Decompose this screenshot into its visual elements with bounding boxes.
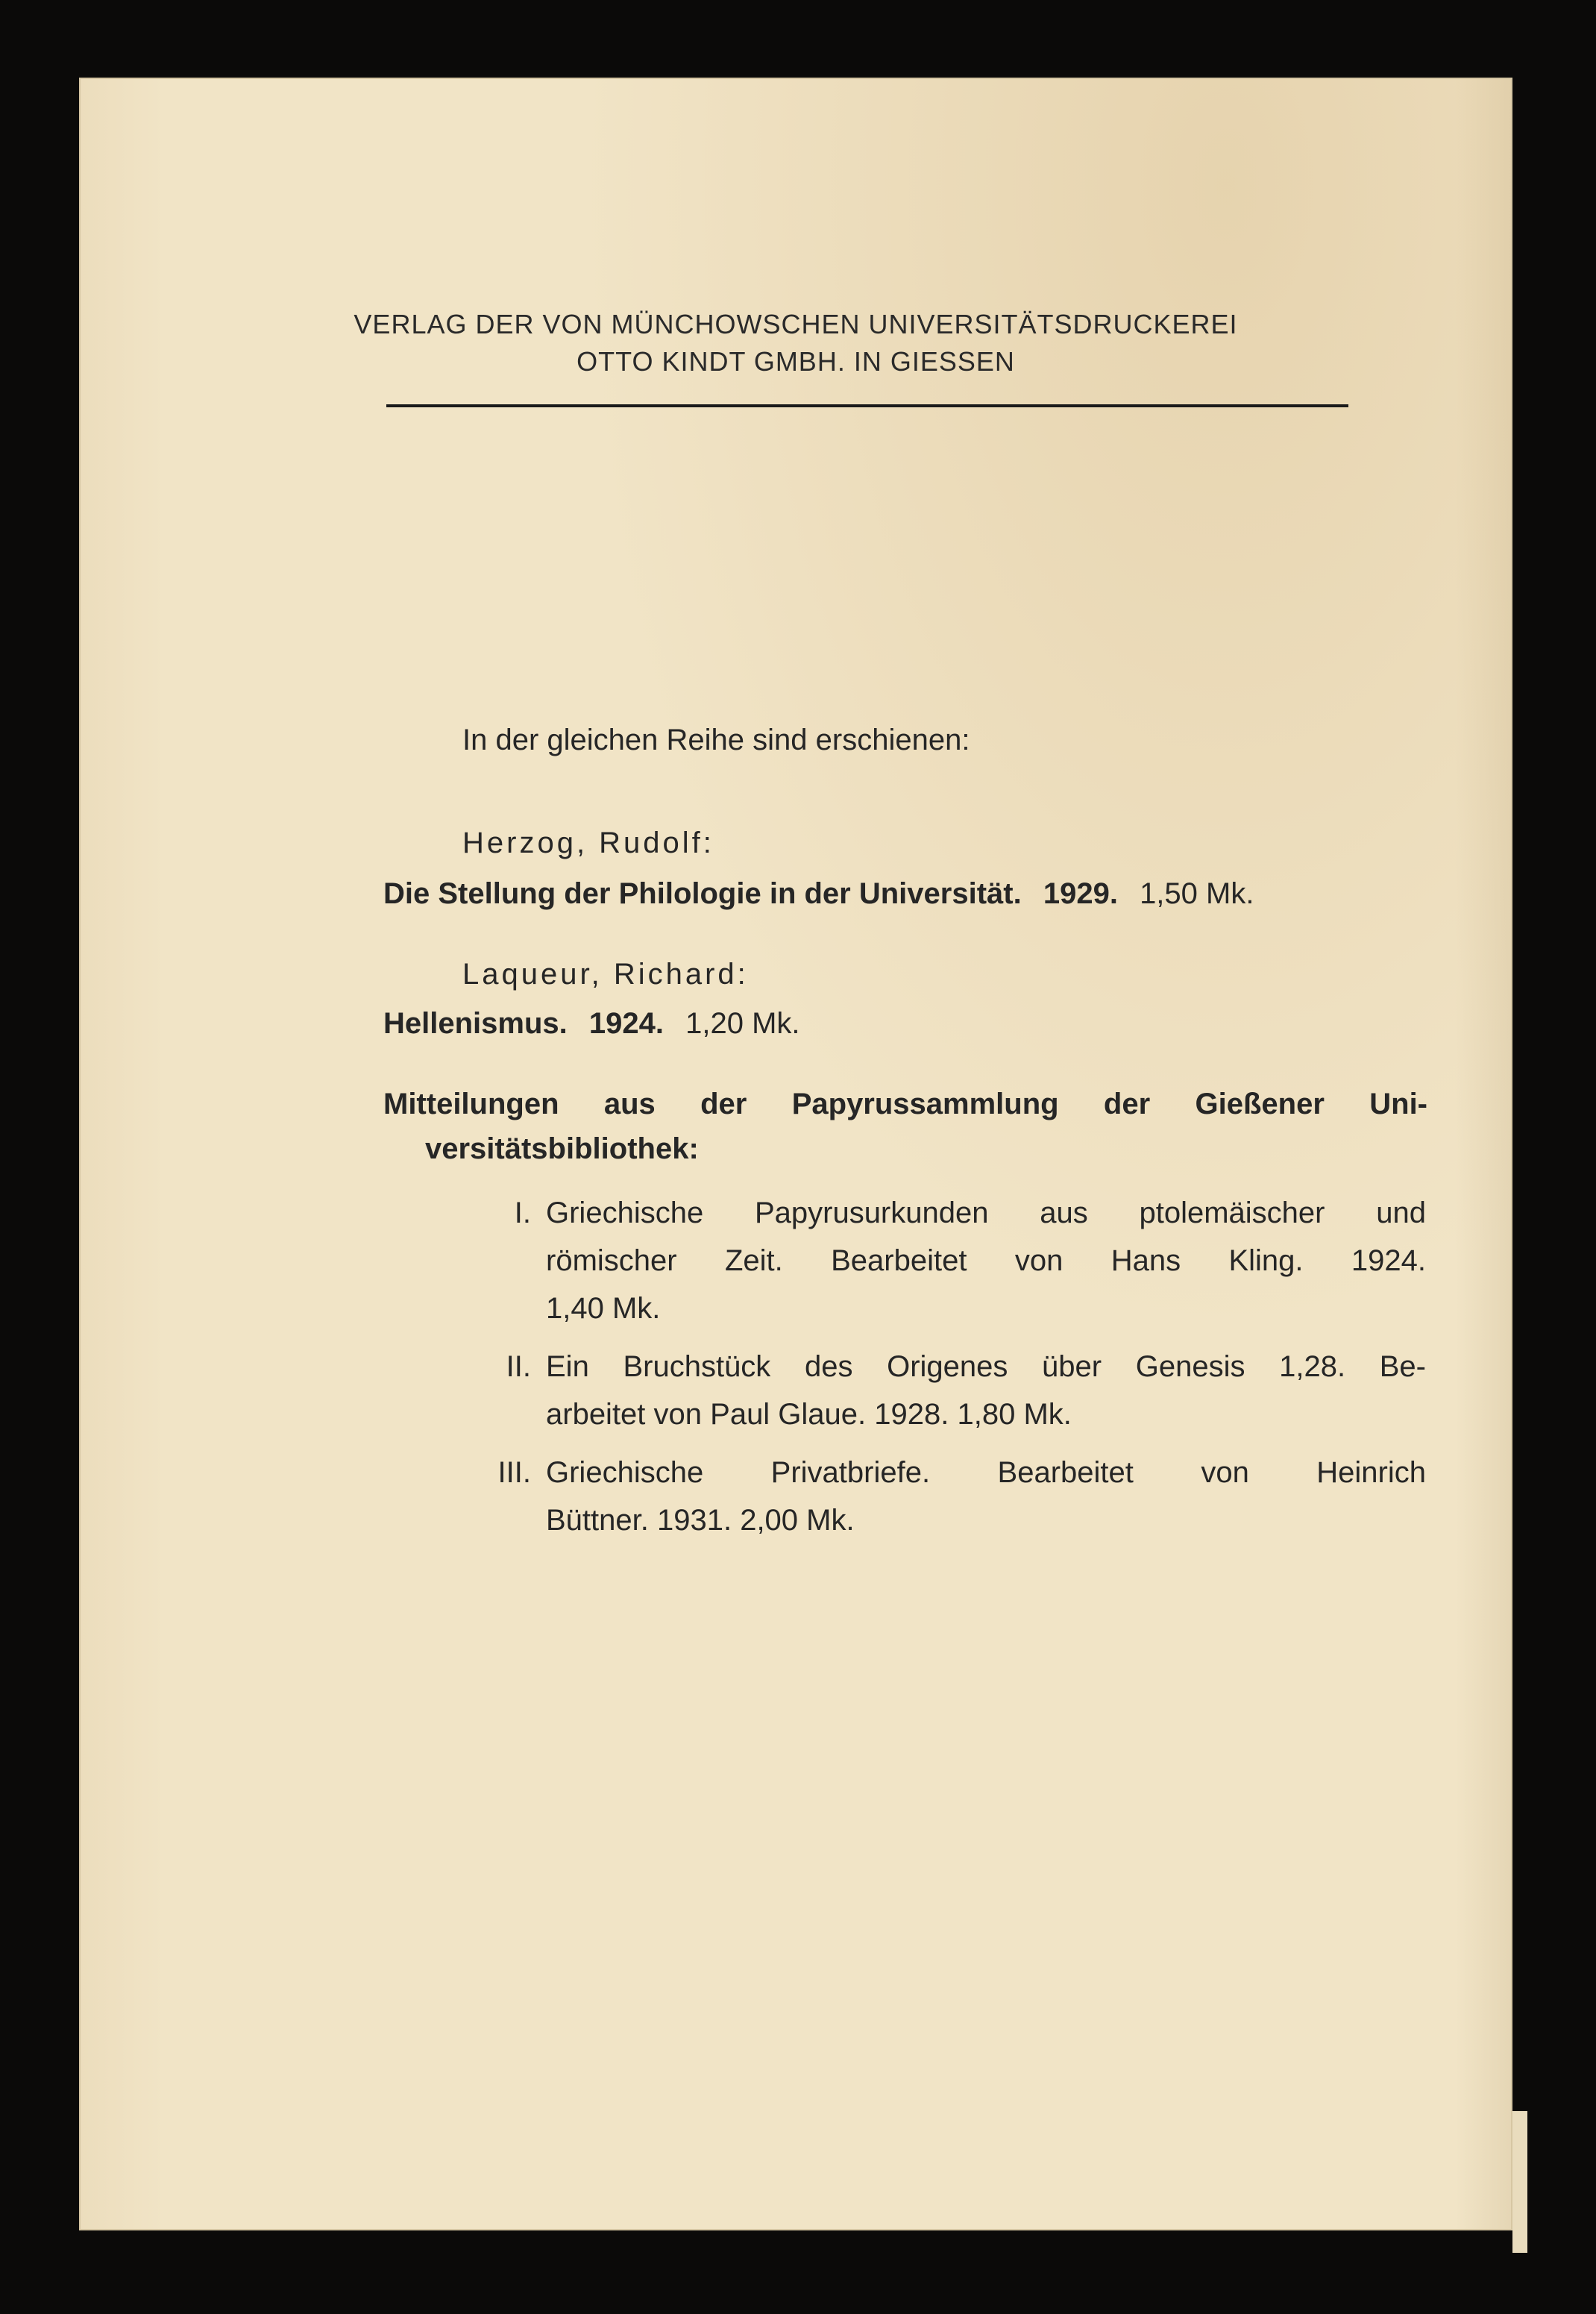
entry-line: [383, 1007, 800, 1041]
entry-year: 1929.: [1043, 877, 1118, 910]
item-number: II.: [506, 1350, 531, 1383]
item-line: 1,40 Mk.: [546, 1292, 661, 1325]
entry-price: 1,20 Mk.: [685, 1007, 800, 1040]
item-number: III.: [497, 1456, 531, 1489]
entry-author: Herzog, Rudolf:: [462, 827, 714, 859]
book-page: [79, 78, 1512, 2230]
item-line: Büttner. 1931. 2,00 Mk.: [546, 1504, 855, 1537]
series-intro: In der gleichen Reihe sind erschienen:: [462, 724, 970, 756]
item-line: Griechische Privatbriefe. Bearbeitet von Heinrich: [546, 1456, 1426, 1489]
entry-title: Hellenismus.: [383, 1007, 568, 1040]
publisher-line-2: OTTO KINDT GMBH. IN GIESSEN: [576, 346, 1015, 377]
item-line: römischer Zeit. Bearbeitet von Hans Kling. 1924.: [546, 1244, 1426, 1277]
entry-title: Die Stellung der Philologie in der Universität.: [383, 877, 1022, 910]
entry-author: Laqueur, Richard:: [462, 958, 749, 991]
page-edge: [1512, 2111, 1527, 2253]
item-number: I.: [514, 1197, 531, 1229]
entry-year: 1924.: [588, 1007, 664, 1040]
entry-line: [383, 877, 1254, 911]
series-title-line-2: versitätsbibliothek:: [425, 1132, 699, 1165]
item-line: Griechische Papyrusurkunden aus ptolemäischer und: [546, 1197, 1426, 1229]
header-rule: [386, 404, 1348, 407]
series-title-line-1: Mitteilungen aus der Papyrussammlung der Gießener Uni-: [383, 1088, 1427, 1120]
publisher-line-1: VERLAG DER VON MÜNCHOWSCHEN UNIVERSITÄTSDRUCKEREI: [354, 309, 1238, 339]
item-line: arbeitet von Paul Glaue. 1928. 1,80 Mk.: [546, 1398, 1072, 1431]
entry-price: 1,50 Mk.: [1140, 877, 1254, 910]
item-line: Ein Bruchstück des Origenes über Genesis 1,28. Be-: [546, 1350, 1426, 1383]
